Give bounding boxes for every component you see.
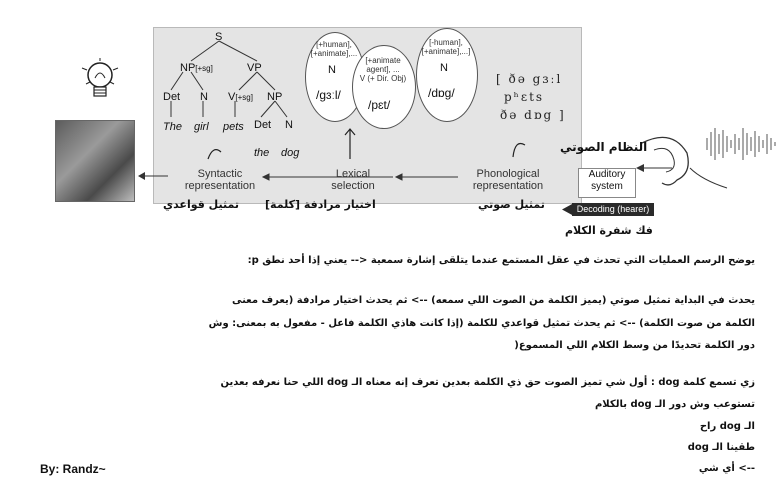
bubble-dog-phon: /dɒg/ — [428, 86, 455, 100]
lexical-selection-label: Lexical selection — [331, 168, 375, 192]
tree-np-inner: NP — [267, 91, 283, 103]
phonetic-line-3: ðə dɒg ] — [500, 108, 566, 122]
tree-word-girl: girl — [194, 121, 209, 133]
bubble-dog-cat: N — [440, 62, 448, 74]
author-credit: By: Randz~ — [40, 462, 106, 476]
paragraph-3-line-3: الـ dog راح — [699, 421, 755, 432]
phonological-representation-label: Phonological representation — [472, 168, 544, 192]
paragraph-2-line-1: يحدث في البداية تمثيل صوتي (يميز الكلمة من الصوت اللي سمعه) --> ثم يحدث اختيار مرادفة (يعرف معنى — [231, 295, 755, 306]
arrow-to-photo — [138, 171, 168, 181]
arabic-decoding-label: فك شفرة الكلام — [565, 224, 653, 237]
syntactic-representation-label: Syntactic representation — [184, 168, 256, 192]
ear-and-soundwave-icon — [632, 128, 782, 198]
tree-word-the2: the — [254, 147, 270, 159]
bubble-girl-features: [+human], [+animate],... — [310, 40, 358, 58]
arabic-auditory-label: النظام الصوتي — [560, 140, 648, 154]
arabic-phonological-label: تمثيل صوتي — [478, 198, 545, 211]
lightbulb-icon — [80, 58, 120, 108]
tree-det2: Det — [254, 119, 272, 131]
girl-with-dog-photo — [55, 120, 135, 202]
paragraph-1: يوضح الرسم العمليات التي تحدث في عقل المستمع عندما يتلقى إشارة سمعية <-- يعني إذا أحد نطق p: — [247, 255, 755, 266]
bubble-pet-features: [+animate agent], ... V (+ Dir. Obj) — [359, 56, 407, 83]
arabic-lexical-label: اختيار مرادفة [كلمة] — [265, 198, 376, 211]
bubble-pet-phon: /pɛt/ — [368, 98, 391, 112]
paragraph-3-line-2: تستوعب وش دور الـ dog بالكلام — [594, 399, 755, 410]
arabic-syntactic-label: تمثيل قواعدي — [163, 198, 239, 211]
tree-word-dog: dog — [281, 147, 300, 159]
tree-word-the1: The — [163, 121, 182, 133]
paragraph-2-line-3: دور الكلمة تحديدًا من وسط الكلام اللي المسموع( — [514, 340, 755, 351]
bubble-girl-cat: N — [328, 64, 336, 76]
tree-det1: Det — [163, 91, 181, 103]
tree-n1: N — [200, 91, 208, 103]
paragraph-3-line-5: --> أي شي — [698, 463, 755, 474]
tree-s: S — [215, 31, 223, 43]
phonetic-line-1: [ ðə gɜːl — [496, 72, 563, 86]
phonetic-line-2: pʰɛts — [504, 90, 545, 104]
tree-np-top: NP[+sg] — [180, 62, 213, 74]
tree-v: V[+sg] — [228, 91, 253, 103]
bubble-dog-features: [-human], [+animate],...] — [421, 38, 471, 56]
auditory-system-label: Auditory system — [578, 168, 636, 198]
paragraph-3-line-1: زي تسمع كلمة dog : أول شي تميز الصوت حق ذي الكلمة بعدين تعرف إنه معناه الـ dog اللي حنا نعرفه بعدين — [220, 377, 755, 388]
decoding-hearer-label: Decoding (hearer) — [572, 203, 654, 216]
bubble-girl-phon: /gɜːl/ — [316, 88, 341, 102]
tree-word-pets: pets — [223, 121, 244, 133]
paragraph-3-line-4: طقينا الـ dog — [687, 442, 755, 453]
tree-n2: N — [285, 119, 293, 131]
tree-vp: VP — [247, 62, 262, 74]
paragraph-2-line-2: الكلمة من صوت الكلمة) --> ثم يحدث تمثيل قواعدي للكلمة (إذا كانت هاذي الكلمة فاعل - مفعول به بمعنى: وش — [208, 318, 755, 329]
